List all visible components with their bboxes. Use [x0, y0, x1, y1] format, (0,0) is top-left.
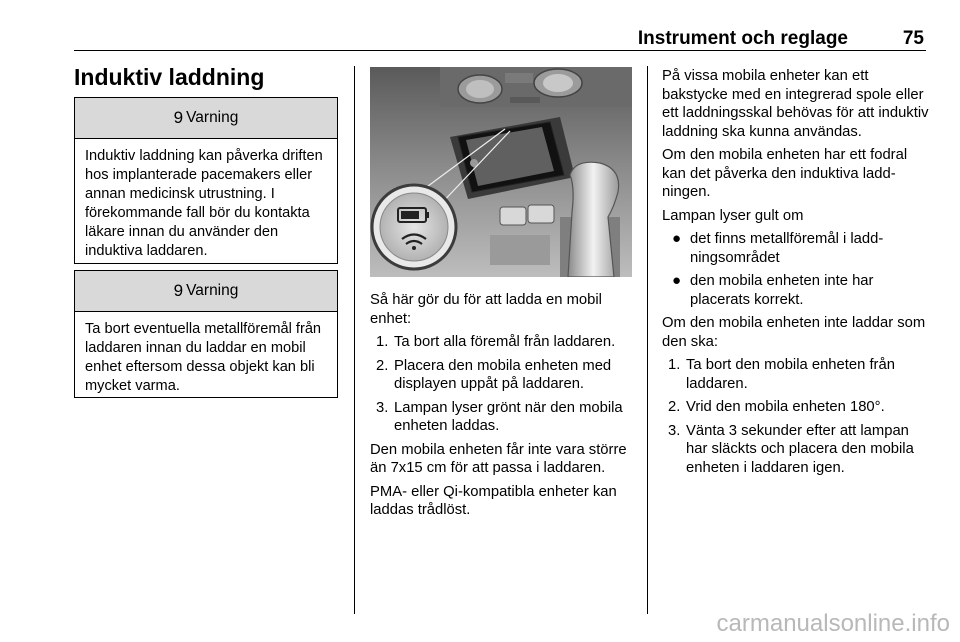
column-2	[370, 291, 638, 525]
list-item: 2. Placera den mobila enheten med displayen uppåt på laddaren.	[376, 357, 612, 392]
bullet-list	[662, 230, 930, 309]
page-number: 75	[902, 28, 924, 49]
list-item: ● det finns metallföremål i laddningsområdet	[672, 230, 884, 266]
warning-title: Varning	[186, 109, 239, 126]
warning-box	[74, 270, 338, 398]
list-item: ● den mobila enheten inte har placerats korrekt.	[672, 272, 874, 308]
column-divider	[647, 66, 648, 614]
column-3	[662, 67, 930, 482]
page-header	[74, 28, 926, 51]
list-item: 3. Lampan lyser grönt när den mobila enheten laddas.	[376, 399, 623, 434]
console-drawing	[370, 67, 632, 277]
warning-header	[75, 271, 337, 312]
size-note: Den mobila enheten får inte vara större än 7x15 cm för att passa i laddaren.	[370, 441, 627, 476]
section-title: Induktiv laddning	[74, 64, 265, 90]
list-item: 2. Vrid den mobila enheten 180°.	[668, 399, 885, 415]
list-item: 1. Ta bort den mobila enheten från laddaren.	[668, 357, 895, 392]
column-divider	[354, 66, 355, 614]
instructions-intro: Så här gör du för att ladda en mobil enhet:	[370, 292, 602, 327]
paragraph: Om den mobila enheten inte laddar som den ska:	[662, 315, 926, 350]
warning-icon: 9	[173, 281, 184, 300]
warning-header	[75, 98, 337, 139]
watermark: carmanualsonline.info	[716, 610, 950, 637]
warning-title: Varning	[186, 282, 239, 299]
paragraph: På vissa mobila enheter kan ett bakstycke med en integrerad spole eller ett laddningsskal behövas för att induktiv laddning ska kunna användas.	[662, 68, 929, 140]
paragraph: Lampan lyser gult om	[662, 207, 804, 224]
inductive-charger-illustration	[370, 67, 632, 277]
warning-box	[74, 97, 338, 264]
charging-steps	[370, 333, 638, 436]
paragraph: Om den mobila enheten har ett fodral kan det påverka den induktiva laddningen.	[662, 147, 908, 200]
warning-text: Ta bort eventuella metallföremål från laddaren innan du laddar en mobil enhet eftersom dessa objekt kan bli mycket varma.	[85, 321, 322, 394]
warning-icon: 9	[173, 108, 184, 127]
chapter-title: Instrument och reglage	[637, 28, 848, 49]
list-item: 1. Ta bort alla föremål från laddaren.	[376, 334, 616, 350]
compatibility-note: PMA- eller Qi-kompatibla enheter kan laddas trådlöst.	[370, 483, 617, 518]
troubleshoot-steps	[662, 356, 930, 477]
list-item: 3. Vänta 3 sekunder efter att lampan har släckts och placera den mobila enheten i laddaren igen.	[668, 422, 914, 476]
warning-text: Induktiv laddning kan påverka driften hos implanterade pacemakers eller annan medicinsk utrustning. I förekommande fall bör du kontakta läkare innan du använder den induktiva laddaren.	[85, 148, 323, 259]
